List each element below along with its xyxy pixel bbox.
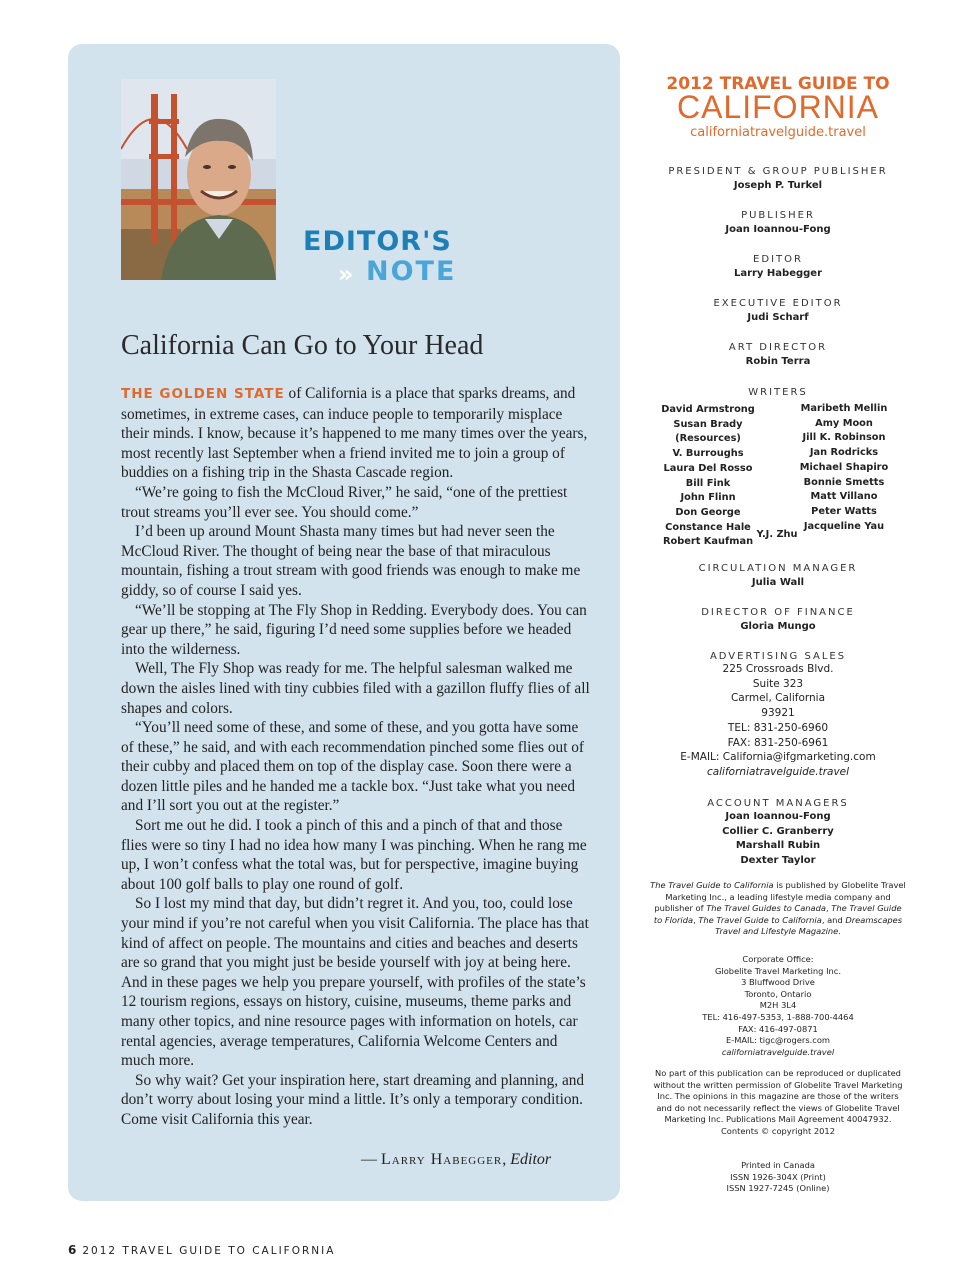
writers-right-column — [790, 402, 898, 534]
article-body — [121, 384, 591, 1130]
masthead-url: californiatravelguide.travel — [690, 125, 866, 140]
lead-in: THE GOLDEN STATE — [121, 386, 285, 402]
writer-name: Maribeth Mellin — [800, 403, 888, 414]
page-footer — [68, 1243, 335, 1257]
article-paragraph: THE GOLDEN STATE of California is a place that sparks dreams, and sometimes, in extreme cases, can induce people to temporarily misplace their minds. I know, because it’s happened to me many times over the years, most recently last September when a friend invited me to join a group of buddies on a fishing trip in the Shasta Cascade region. — [121, 385, 588, 482]
writer-name: Matt Villano — [810, 491, 878, 503]
account-manager-name: Collier C. Granberry — [722, 825, 834, 837]
printed-info: Printed in Canada ISSN 1926-304X (Print) ISSN 1927-7245 (Online) — [726, 1160, 830, 1194]
writer-name: V. Burroughs — [672, 448, 744, 460]
staff-entry — [640, 298, 916, 323]
writer-name: Amy Moon — [815, 417, 873, 429]
staff-name: Robin Terra — [745, 356, 811, 367]
advertising-line: Carmel, California — [730, 692, 826, 705]
staff-entry — [640, 254, 916, 279]
staff-entry — [640, 166, 916, 191]
staff-entry — [640, 563, 916, 588]
staff-name: Julia Wall — [751, 577, 805, 588]
staff-role: PUBLISHER — [741, 210, 815, 221]
account-manager-name: Joan Ioannou-Fong — [725, 811, 831, 822]
corporate-url: californiatravelguide.travel — [721, 1046, 835, 1057]
article-paragraph: So why wait? Get your inspiration here, start dreaming and planning, and don’t worry about losing your mind a little. It’s only a temporary condition. Come visit California this year. — [121, 1071, 585, 1128]
staff-name: Joseph P. Turkel — [733, 180, 823, 191]
staff-role: DIRECTOR OF FINANCE — [701, 607, 855, 618]
publisher-note: The Travel Guide to California is published by Globelite Travel Marketing Inc., a leading lifestyle media company and publisher of The Travel Guides to Canada, The Travel Guide to Florida, The Travel Guide to California, and Dreamscapes Travel and Lifestyle Magazine. — [650, 880, 906, 937]
advertising-line: 225 Crossroads Blvd. — [722, 663, 834, 675]
corporate-office: Corporate Office: Globelite Travel Marketing Inc. 3 Bluffwood Drive Toronto, Ontario M2H 3L4 TEL: 416-497-5353, 1-888-700-4464 FAX: 416-497-0871 E-MAIL: tigc@rogers.com californiatravelguide.travel — [650, 954, 906, 1058]
article-paragraph: Well, The Fly Shop was ready for me. The helpful salesman walked me down the aisles lined with tiny cubbies filed with a gazillon fluffy flies of all shapes and colors. — [121, 660, 590, 717]
advertising-line: 93921 — [761, 707, 795, 720]
staff-entry — [640, 607, 916, 632]
article-paragraph: I’d been up around Mount Shasta many times but had never seen the McCloud River. The thought of being near the base of that miraculous mountain, fishing a trout stream with good friends was enough to make me giddy, so of course I said yes. — [121, 523, 581, 599]
advertising-line: FAX: 831-250-6961 — [727, 736, 829, 749]
advertising-url: californiatravelguide.travel — [706, 765, 850, 778]
writer-name-extra: Y.J. Zhu — [756, 529, 798, 540]
staff-role: EDITOR — [753, 254, 803, 265]
writer-name: Jacqueline Yau — [803, 520, 885, 532]
account-manager-name: Marshall Rubin — [735, 840, 821, 852]
staff-role: ART DIRECTOR — [728, 342, 828, 353]
editors-heading: EDITOR'S — [303, 226, 452, 257]
writer-name: Peter Watts — [811, 505, 877, 517]
signature-name: Larry Habegger — [381, 1151, 503, 1168]
legal-notice: No part of this publication can be reproduced or duplicated without the written permission of Globelite Travel Marketing Inc. The opinions in this magazine are those of the writers and do not necessarily reflect the views of Globelite Travel Marketing Inc. Publications Mail Agreement 40047932. Contents © copyright 2012 — [653, 1068, 903, 1136]
staff-role: CIRCULATION MANAGER — [698, 563, 858, 574]
account-managers — [640, 798, 916, 869]
article-paragraph: Sort me out he did. I took a pinch of this and a pinch of that and those flies were so tiny I had no idea how many I was pinching. When he rang me up, I won’t confess what the total was, but for perspective, imagine buying about 100 golf balls to play one round of golf. — [121, 817, 587, 893]
editor-photo — [121, 79, 276, 280]
writer-name: Constance Hale — [665, 521, 751, 533]
advertising-line: TEL: 831-250-6960 — [727, 721, 829, 734]
note-heading: NOTE — [366, 256, 457, 287]
masthead-state: CALIFORNIA — [676, 89, 880, 125]
article-title: California Can Go to Your Head — [121, 330, 484, 361]
staff-role: PRESIDENT & GROUP PUBLISHER — [668, 166, 888, 177]
chevron-icon: » — [338, 260, 354, 288]
page-number: 6 — [68, 1243, 77, 1257]
account-managers-label: ACCOUNT MANAGERS — [707, 798, 849, 809]
writer-name: Bonnie Smetts — [803, 476, 885, 488]
staff-entry — [640, 342, 916, 367]
writer-name: Susan Brady (Resources) — [673, 418, 743, 445]
advertising-line: Suite 323 — [752, 677, 804, 690]
writer-name: Michael Shapiro — [799, 461, 889, 473]
writer-name: David Armstrong — [661, 404, 755, 415]
writers-label: WRITERS — [748, 387, 808, 398]
writer-name: Jill K. Robinson — [802, 432, 886, 444]
article-paragraph: “We’re going to fish the McCloud River,” he said, “one of the prettiest trout streams you’ll ever see. You should come.” — [121, 483, 568, 521]
staff-role: EXECUTIVE EDITOR — [713, 298, 843, 309]
staff-name: Gloria Mungo — [740, 621, 816, 632]
writer-name: Bill Fink — [685, 477, 731, 489]
writer-name: Robert Kaufman — [662, 536, 754, 548]
article-paragraph: So I lost my mind that day, but didn’t regret it. And you, too, could lose your mind if you’re not careful when you visit California. The place has that kind of affect on people. The mountains and cities and beaches and deserts are so grand that you might just be beside yourself with joy at being here. And in these pages we help you prepare yourself, with profiles of the state’s 12 tourism regions, essays on history, cuisine, museums, theme parks and many other topics, and nine resource pages with information on hotels, car rental agencies, average temperatures, California Welcome Centers and much more. — [121, 895, 589, 1070]
running-title: 2012 TRAVEL GUIDE TO CALIFORNIA — [82, 1245, 336, 1257]
account-manager-name: Dexter Taylor — [740, 855, 816, 867]
signature: — Larry Habegger, Editor — [361, 1151, 552, 1168]
article-paragraph: “We’ll be stopping at The Fly Shop in Redding. Everybody does. You can gear up there,” he said, figuring I’d need some supplies before we headed into the wilderness. — [121, 601, 587, 658]
advertising-sales — [640, 651, 916, 780]
signature-role: Editor — [510, 1151, 552, 1168]
staff-entry — [640, 210, 916, 235]
staff-name: Larry Habegger — [733, 268, 823, 279]
advertising-label: ADVERTISING SALES — [709, 651, 847, 662]
staff-name: Joan Ioannou-Fong — [725, 224, 831, 235]
writer-name: John Flinn — [680, 492, 736, 504]
masthead-guide-line: 2012 TRAVEL GUIDE TO — [666, 74, 890, 94]
advertising-line: E-MAIL: California@ifgmarketing.com — [680, 751, 876, 764]
article-paragraph: “You’ll need some of these, and some of these, and you gotta have some of these,” he said, and with each recommendation pinched some flies out of their cubby and placed them on top of the display case. Soon there were a dozen little piles and he handed me a tackle box. “Just take what you need and I’ll sort you out at the register.” — [121, 719, 585, 815]
staff-name: Judi Scharf — [747, 312, 809, 323]
writer-name: Jan Rodricks — [809, 447, 879, 459]
writer-name: Don George — [675, 506, 741, 518]
writer-name: Laura Del Rosso — [663, 462, 753, 474]
